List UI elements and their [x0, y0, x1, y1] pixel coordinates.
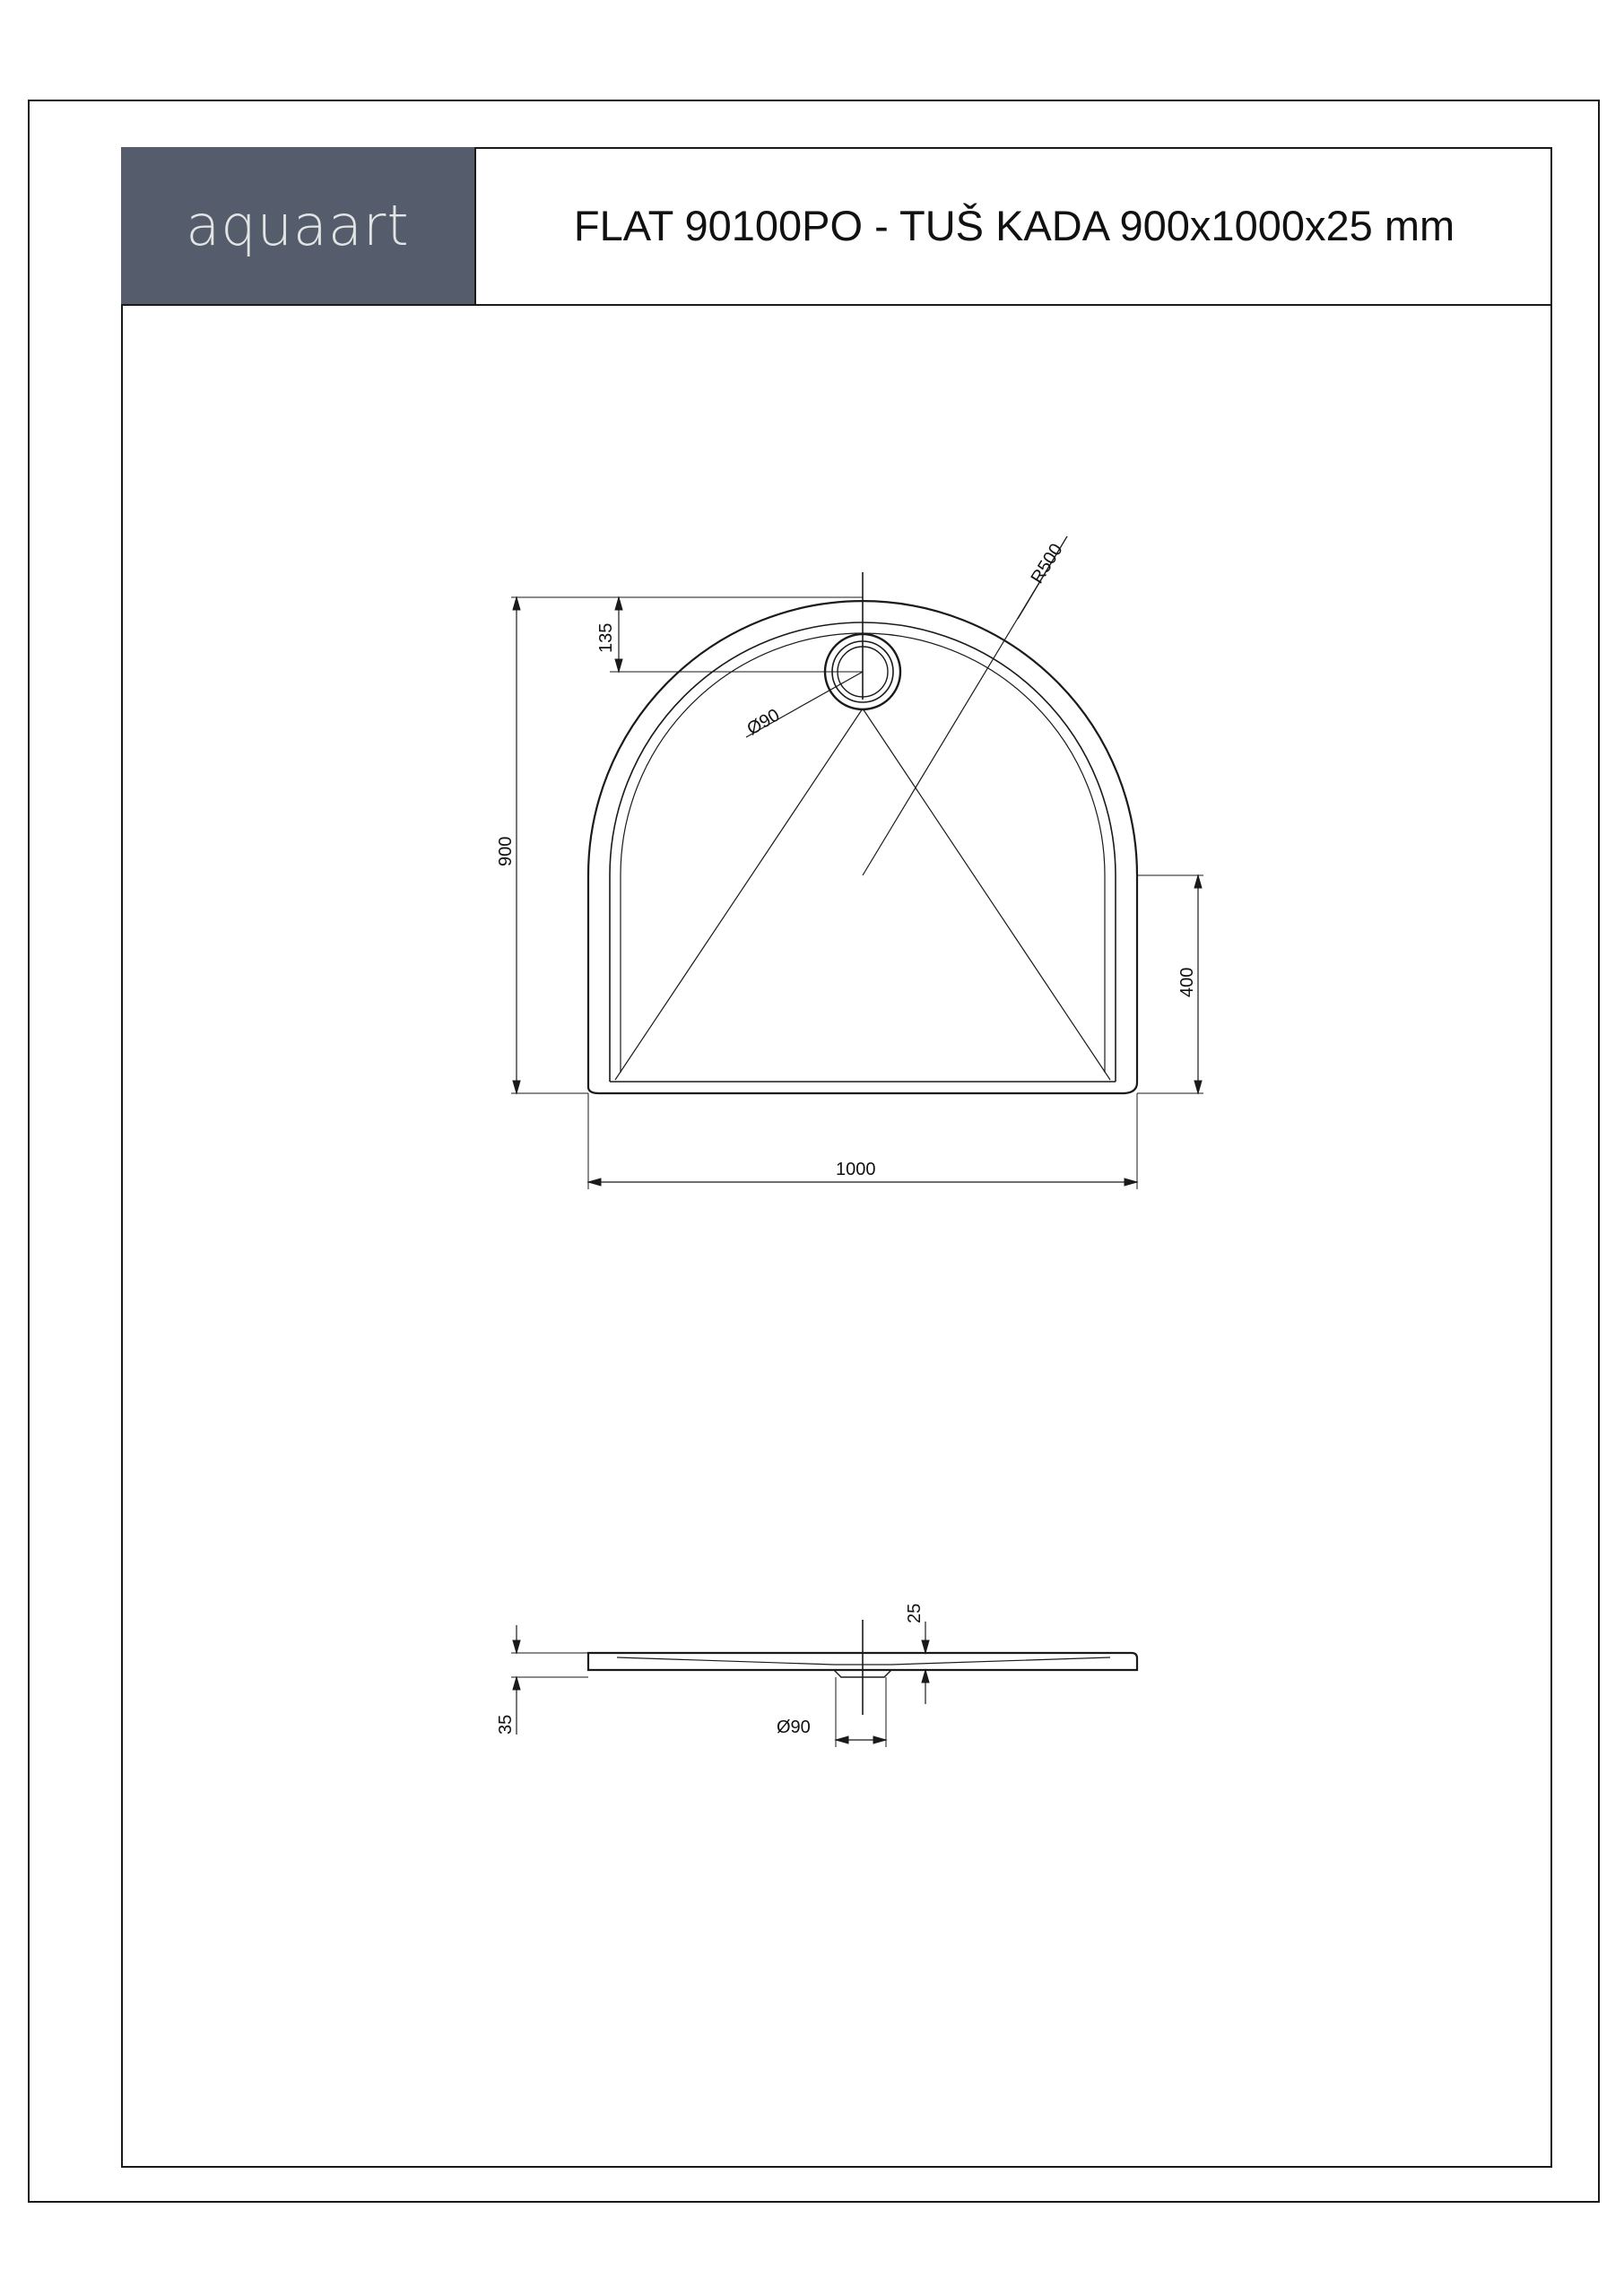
label-total-height: 35 — [496, 1714, 516, 1735]
dim-400-arrow-bottom — [1194, 1081, 1202, 1093]
label-drain-diameter: Ø90 — [743, 705, 784, 740]
dim-side-d90-arrow-right — [873, 1736, 886, 1744]
label-radius: R500 — [1027, 540, 1067, 587]
dim-side-d90-arrow-left — [836, 1736, 848, 1744]
slope-line-left — [615, 709, 863, 1080]
drawing-title: FLAT 90100PO - TUŠ KADA 900x1000x25 mm — [573, 202, 1455, 249]
dim-1000-arrow-left — [588, 1178, 601, 1186]
dim-25-arrow-bottom — [922, 1670, 929, 1683]
label-drain-offset: 135 — [596, 622, 616, 653]
label-width: 1000 — [836, 1160, 876, 1179]
slope-line-right — [863, 709, 1110, 1080]
dim-35-arrow-top — [513, 1640, 520, 1653]
dim-25-arrow-top — [922, 1640, 929, 1653]
label-side: 400 — [1177, 967, 1197, 997]
label-depth: 900 — [496, 836, 516, 866]
dim-400-arrow-top — [1194, 875, 1202, 888]
dim-135-arrow-bottom — [615, 659, 622, 672]
dim-900-arrow-bottom — [513, 1081, 520, 1093]
side-tray-slope — [617, 1657, 1110, 1665]
brand-logo-text: aquaart — [186, 193, 410, 258]
dim-35-arrow-bottom — [513, 1677, 520, 1690]
dim-1000-arrow-right — [1125, 1178, 1137, 1186]
dim-900-arrow-top — [513, 597, 520, 610]
side-view — [511, 1620, 1137, 1747]
dim-135-arrow-top — [615, 597, 622, 610]
label-thickness: 25 — [905, 1603, 925, 1623]
label-side-drain-diameter: Ø90 — [777, 1718, 811, 1737]
